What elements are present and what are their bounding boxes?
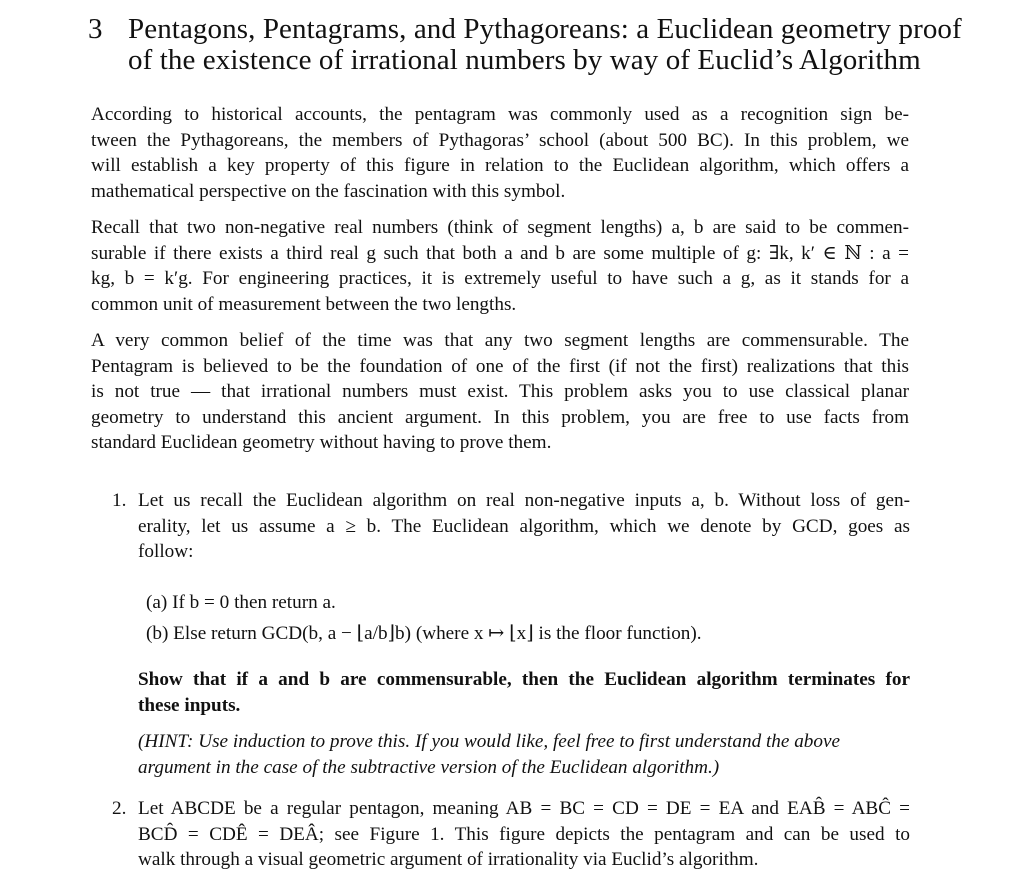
text-line: common unit of measurement between the two lengths.: [91, 293, 517, 315]
text-line: standard Euclidean geometry without having to prove them.: [91, 432, 552, 453]
text-line: Let ABCDE be a regular pentagon, meaning AB = BC = CD = DE = EA and EAB̂ = ABĈ =: [138, 798, 910, 819]
intro-paragraph-1: [91, 102, 909, 204]
text-line: According to historical accounts, the pentagram was commonly used as a recognition sign be-: [91, 104, 909, 125]
text-line: argument in the case of the subtractive version of the Euclidean algorithm.): [138, 757, 720, 778]
intro-paragraph-2: [91, 215, 909, 317]
algorithm-step-a: (a) If b = 0 then return a.: [146, 592, 336, 613]
text-line: tween the Pythagoreans, the members of Pythagoras’ school (about 500 BC). In this problem, we: [91, 129, 909, 151]
text-line: these inputs.: [138, 695, 241, 716]
text-line: erality, let us assume a ≥ b. The Euclidean algorithm, which we denote by GCD, goes as: [138, 515, 910, 537]
text-line: surable if there exists a third real g such that both a and b are some multiple of g: ∃k, k′ ∈ ℕ : a =: [91, 242, 909, 264]
text-line: is not true — that irrational numbers must exist. This problem asks you to use classical planar: [91, 381, 909, 402]
section-number: 3: [88, 13, 103, 45]
text-line: A very common belief of the time was that any two segment lengths are commensurable. The: [91, 330, 909, 351]
text-line: Pentagram is believed to be the foundation of one of the first (if not the first) realizations that this: [91, 355, 909, 377]
task-statement: [138, 667, 910, 719]
text-line: will establish a key property of this figure in relation to the Euclidean algorithm, which offers a: [91, 155, 909, 176]
algorithm-step-b: (b) Else return GCD(b, a − ⌊a/b⌋b) (where x ↦ ⌊x⌋ is the floor function).: [146, 623, 702, 644]
section-title-line-1: Pentagons, Pentagrams, and Pythagoreans: a Euclidean geometry proof: [128, 13, 962, 45]
text-line: geometry to understand this ancient argument. In this problem, you are free to use facts from: [91, 406, 909, 428]
text-line: BCD̂ = CDÊ = DEÂ; see Figure 1. This figure depicts the pentagram and can be used to: [138, 823, 910, 845]
text-line: kg, b = k′g. For engineering practices, it is extremely useful to have such a g, as it stands for a: [91, 268, 909, 289]
hint-text: [138, 729, 910, 781]
text-line: follow:: [138, 541, 194, 562]
text-line: Recall that two non-negative real numbers (think of segment lengths) a, b are said to be commen-: [91, 217, 909, 238]
text-line: Let us recall the Euclidean algorithm on real non-negative inputs a, b. Without loss of gen-: [138, 490, 910, 511]
text-line: walk through a visual geometric argument of irrationality via Euclid’s algorithm.: [138, 849, 759, 870]
text-line: (HINT: Use induction to prove this. If you would like, feel free to first understand the above: [138, 731, 841, 752]
intro-paragraph-3: [91, 328, 909, 456]
item-number: 1.: [112, 490, 127, 511]
text-line: Show that if a and b are commensurable, then the Euclidean algorithm terminates for: [138, 669, 910, 690]
section-title-line-2: of the existence of irrational numbers by way of Euclid’s Algorithm: [128, 44, 921, 76]
item-number: 2.: [112, 798, 127, 819]
text-line: mathematical perspective on the fascination with this symbol.: [91, 180, 566, 202]
